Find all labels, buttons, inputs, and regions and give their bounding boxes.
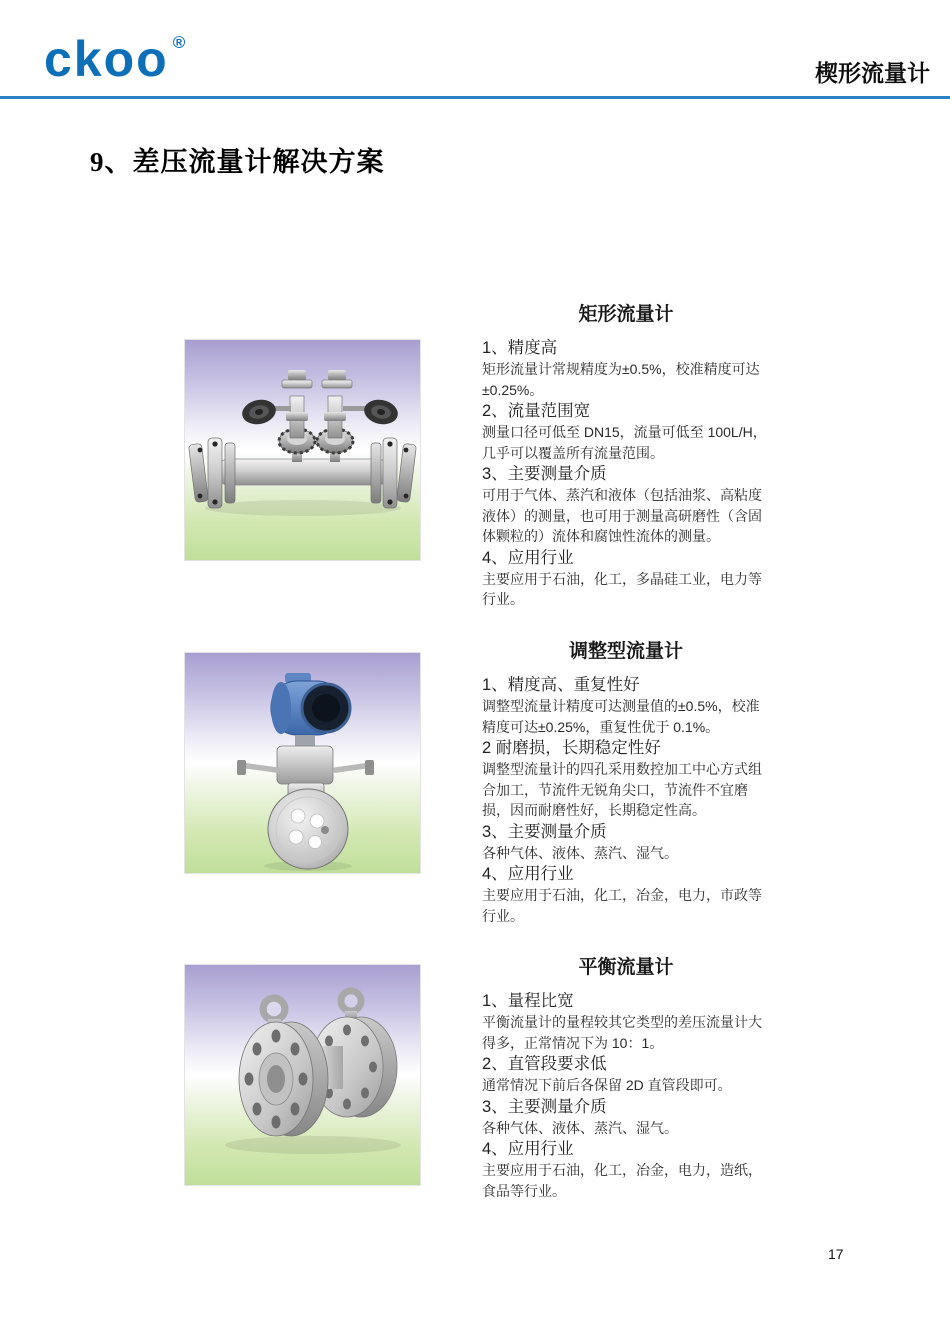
feature-body: 主要应用于石油，化工，冶金，电力，市政等行业。 [482, 887, 762, 924]
product-title: 平衡流量计 [578, 957, 674, 978]
product-info-balanced [482, 957, 770, 1201]
product-info-rectangular [482, 304, 770, 610]
double-flange-illustration [185, 965, 420, 1185]
feature-heading: 1、量程比宽 [482, 992, 574, 1010]
brand-logo [44, 31, 188, 87]
product-photo-adjustable-flowmeter [185, 653, 420, 873]
feature-body: 可用于气体、蒸汽和液体（包括油浆、高粘度液体）的测量，也可用于测量高研磨性（含固体颗粒的）流体和腐蚀性流体的测量。 [482, 487, 762, 544]
page-title: 9、差压流量计解决方案 [90, 147, 385, 177]
transmitter-orifice-illustration [185, 653, 420, 873]
feature-body: 调整型流量计精度可达测量值的±0.5%，校准精度可达±0.25%，重复性优于 0.1%。 [482, 698, 760, 735]
feature-heading: 4、应用行业 [482, 1140, 574, 1158]
wedge-meter-illustration [185, 340, 420, 560]
feature-heading: 4、应用行业 [482, 865, 574, 883]
feature-body: 各种气体、液体、蒸汽、湿气。 [482, 1119, 678, 1136]
feature-body: 矩形流量计常规精度为±0.5%，校准精度可达±0.25%。 [482, 361, 760, 398]
page-number: 17 [828, 1246, 844, 1262]
product-info-adjustable [482, 641, 770, 926]
feature-body: 主要应用于石油，化工，多晶硅工业，电力等行业。 [482, 570, 762, 607]
feature-body: 平衡流量计的量程较其它类型的差压流量计大得多，正常情况下为 10：1。 [482, 1014, 762, 1051]
feature-heading: 2 耐磨损，长期稳定性好 [482, 739, 661, 757]
product-title: 调整型流量计 [568, 641, 683, 662]
product-photo-rectangular-flowmeter [185, 340, 420, 560]
header-divider [0, 96, 950, 99]
feature-body: 通常情况下前后各保留 2D 直管段即可。 [482, 1077, 732, 1093]
feature-body: 测量口径可低至 DN15，流量可低至 100L/H，几乎可以覆盖所有流量范围。 [482, 424, 767, 461]
feature-heading: 3、主要测量介质 [482, 822, 607, 841]
registered-trademark-icon: ® [172, 33, 188, 52]
feature-heading: 4、应用行业 [482, 548, 574, 567]
product-photo-balanced-flowmeter [185, 965, 420, 1185]
brand-logo-text: ckoo [44, 31, 169, 87]
feature-heading: 3、主要测量介质 [482, 1097, 607, 1116]
feature-heading: 1、精度高 [482, 339, 558, 357]
document-title: 楔形流量计 [815, 60, 930, 86]
feature-heading: 2、直管段要求低 [482, 1055, 607, 1073]
product-title: 矩形流量计 [578, 304, 674, 325]
feature-body: 调整型流量计的四孔采用数控加工中心方式组合加工，节流件无锐角尖口，节流件不宜磨损，因而耐磨性好，长期稳定性高。 [482, 761, 762, 818]
feature-body: 各种气体、液体、蒸汽、湿气。 [482, 844, 678, 861]
feature-body: 主要应用于石油，化工，冶金，电力，造纸，食品等行业。 [482, 1162, 762, 1199]
feature-heading: 2、流量范围宽 [482, 402, 591, 420]
feature-heading: 3、主要测量介质 [482, 465, 607, 483]
feature-heading: 1、精度高、重复性好 [482, 676, 640, 694]
